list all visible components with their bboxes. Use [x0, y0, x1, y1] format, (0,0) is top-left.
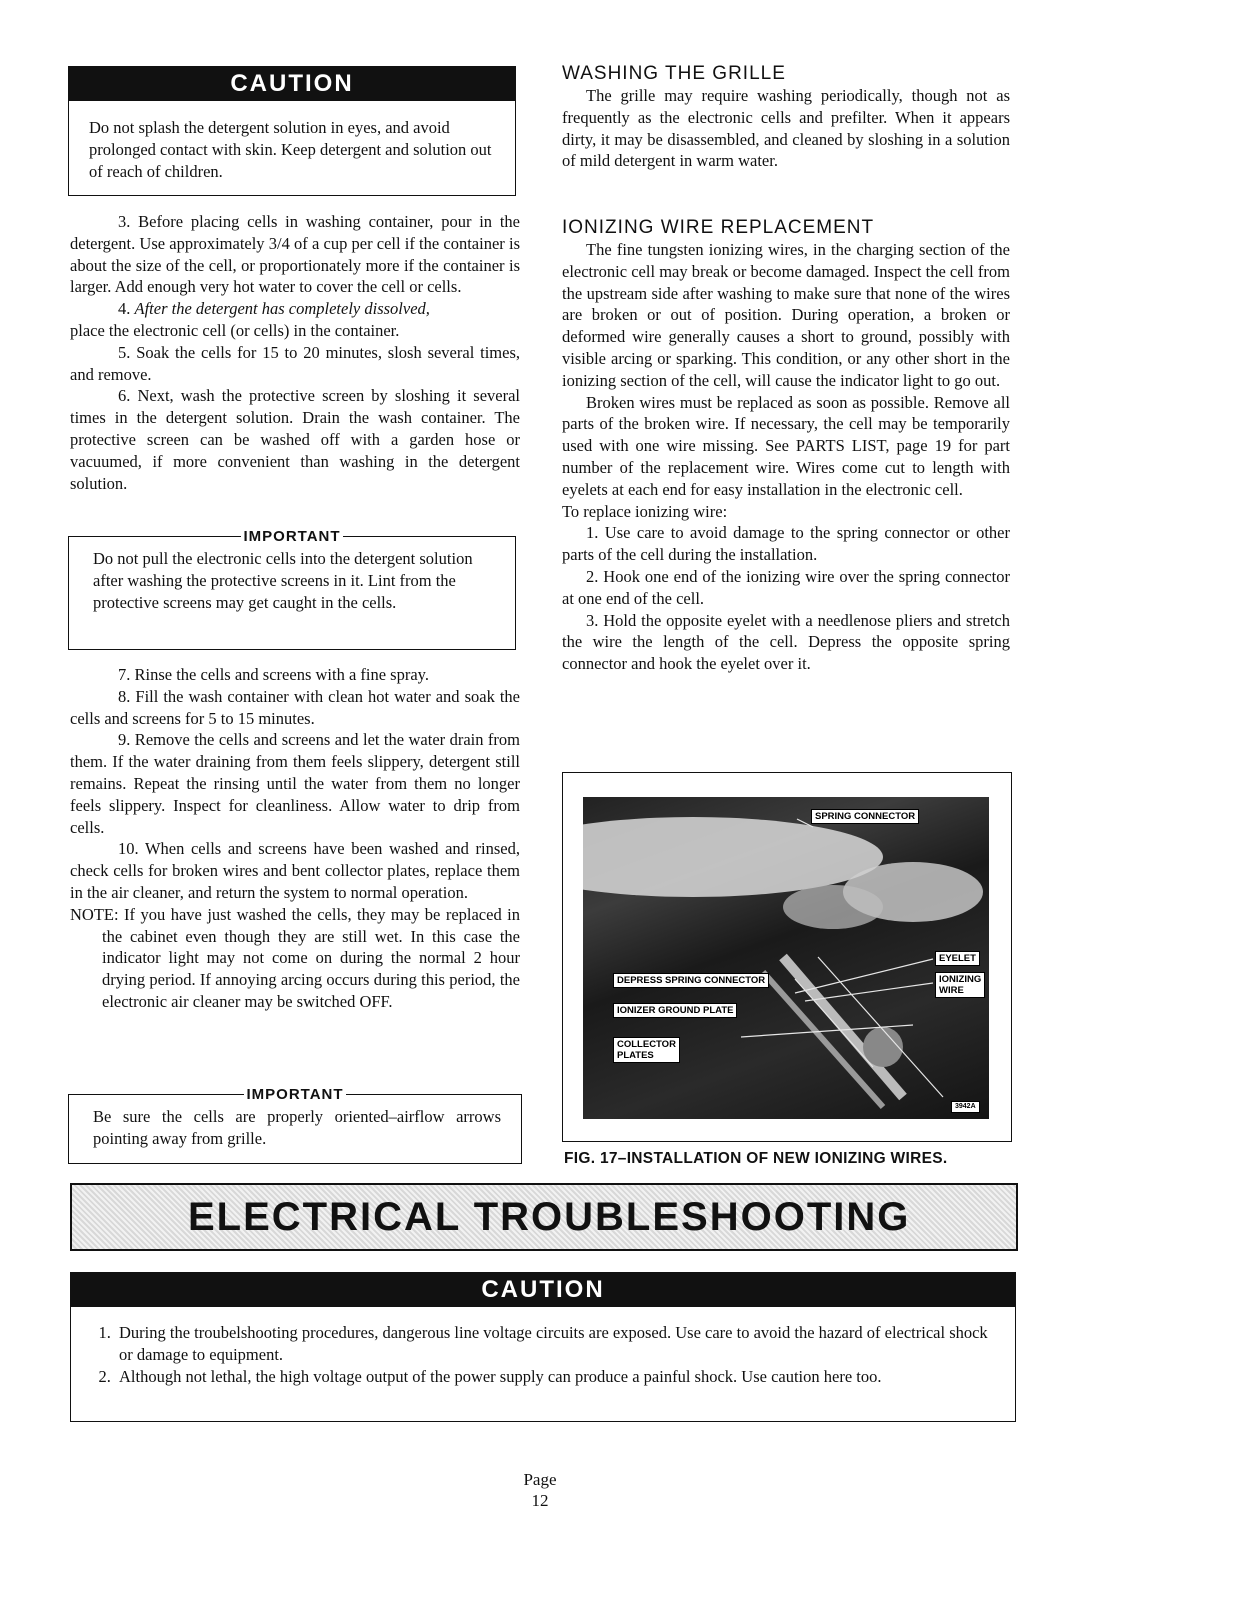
section-heading: IONIZING WIRE REPLACEMENT [562, 217, 875, 238]
ionizing-step-3: 3. Hold the opposite eyelet with a needlenose pliers and stretch the wire the length of the cell. Depress the opposite spring connector and hook the eyelet over it. [562, 610, 1010, 674]
caution-item-2: 2. Although not lethal, the high voltage output of the power supply can produce a painful shock. Use caution here too. [115, 1366, 993, 1388]
wash-steps-b [70, 664, 520, 1013]
caution-heading: CAUTION [69, 67, 515, 101]
washing-grille-section [562, 63, 1010, 172]
ionizing-step-1: 1. Use care to avoid damage to the spring connector or other parts of the cell during the installation. [562, 523, 1010, 565]
wash-steps-a [70, 211, 520, 494]
ionizing-step-2: 2. Hook one end of the ionizing wire over the spring connector at one end of the cell. [562, 566, 1010, 608]
step-3: 3. Before placing cells in washing container, pour in the detergent. Use approximately 3/4 of a cup per cell if the container is about the size of the cell, or proportionately more if the container is larger. Add enough very hot water to cover the cell or cells. [70, 212, 520, 297]
important-label: IMPORTANT [243, 527, 341, 545]
caution-list [71, 1322, 1015, 1388]
important-text: Be sure the cells are properly oriented–airflow arrows pointing away from grille. [93, 1107, 501, 1148]
important-box-1 [68, 527, 516, 650]
photo-illustration [583, 797, 989, 1119]
page-label: Page [523, 1470, 557, 1489]
ionizing-intro: To replace ionizing wire: [562, 501, 728, 521]
important-box-2 [68, 1085, 522, 1164]
caution-item-1: 1. During the troubelshooting procedures, dangerous line voltage circuits are exposed. Use care to avoid the hazard of electrical shock or damage to equipment. [115, 1322, 993, 1366]
banner-title: ELECTRICAL TROUBLESHOOTING [188, 1195, 911, 1239]
label-ionizing-wire: IONIZING WIRE [935, 972, 985, 998]
note-label: NOTE: [70, 904, 119, 924]
ionizing-section [562, 217, 1010, 675]
label-depress-spring-connector: DEPRESS SPRING CONNECTOR [613, 973, 769, 988]
label-eyelet: EYELET [935, 951, 980, 966]
note [70, 904, 520, 1013]
page-footer [500, 1469, 580, 1511]
caution-text: Do not splash the detergent solution in eyes, and avoid prolonged contact with skin. Keep detergent and solution out of reach of children. [89, 118, 492, 181]
section-heading: WASHING THE GRILLE [562, 63, 786, 84]
figure-caption: FIG. 17–INSTALLATION OF NEW IONIZING WIRES. [564, 1150, 948, 1167]
figure-code: 3942A [951, 1101, 980, 1113]
step-4-cont: place the electronic cell (or cells) in the container. [70, 320, 400, 340]
figure-photo [583, 797, 989, 1119]
step-8: 8. Fill the wash container with clean hot water and soak the cells and screens for 5 to 15 minutes. [70, 686, 520, 728]
section-banner [70, 1183, 1018, 1251]
label-collector-plates: COLLECTOR PLATES [613, 1037, 680, 1063]
important-text: Do not pull the electronic cells into the detergent solution after washing the protective screens in it. Lint from the protective screens may get caught in the cells. [93, 549, 473, 612]
step-10: 10. When cells and screens have been washed and rinsed, check cells for broken wires and bent collector plates, replace them in the air cleaner, and return the system to normal operation. [70, 839, 520, 902]
label-spring-connector: SPRING CONNECTOR [811, 809, 919, 824]
caution-box-bottom [70, 1272, 1016, 1422]
caution-box-top [68, 66, 516, 196]
page-number: 12 [531, 1491, 549, 1510]
step-4: 4. After the detergent has completely dissolved, [118, 299, 430, 319]
important-label: IMPORTANT [246, 1085, 344, 1103]
ionizing-para-2: Broken wires must be replaced as soon as possible. Remove all parts of the broken wire. If necessary, the cell may be temporarily used with one wire missing. See PARTS LIST, page 19 for part number of the replacement wire. Wires come cut to length with eyelets at each end for easy installation in the electronic cell. [562, 392, 1010, 499]
figure-frame [562, 772, 1012, 1142]
ionizing-para-1: The fine tungsten ionizing wires, in the charging section of the electronic cell may break or become damaged. Inspect the cell from the upstream side after washing to make sure that none of the wires are broken or out of position. During operation, a broken or deformed wire generally causes a short to ground, possibly with visible arcing or sparking. This condition, or any other short in the ionizing section of the cell, will cause the indicator light to go out. [562, 240, 1010, 390]
step-7: 7. Rinse the cells and screens with a fine spray. [118, 665, 429, 684]
note-text: If you have just washed the cells, they may be replaced in the cabinet even though they are still wet. In this case the indicator light may not come on during the normal 2 hour drying period. If annoying arcing occurs during this period, the electronic air cleaner may be switched OFF. [102, 904, 520, 1011]
caution-heading: CAUTION [71, 1273, 1015, 1307]
step-6: 6. Next, wash the protective screen by sloshing it several times in the detergent solution. Drain the wash container. The protective screen can be washed off with a garden hose or vacuumed, if more convenient than washing in the detergent solution. [70, 386, 520, 493]
label-ionizer-ground-plate: IONIZER GROUND PLATE [613, 1003, 737, 1018]
washing-grille-text: The grille may require washing periodically, though not as frequently as the electronic cells and prefilter. When it appears dirty, it may be disassembled, and cleaned by sloshing in a solution of mild detergent in warm water. [562, 86, 1010, 171]
step-9: 9. Remove the cells and screens and let the water drain from them. If the water draining from them feels slippery, detergent still remains. Repeat the rinsing until the water from them no longer feels slippery. Inspect for cleanliness. Allow water to drip from cells. [70, 730, 520, 837]
step-5: 5. Soak the cells for 15 to 20 minutes, slosh several times, and remove. [70, 342, 520, 384]
